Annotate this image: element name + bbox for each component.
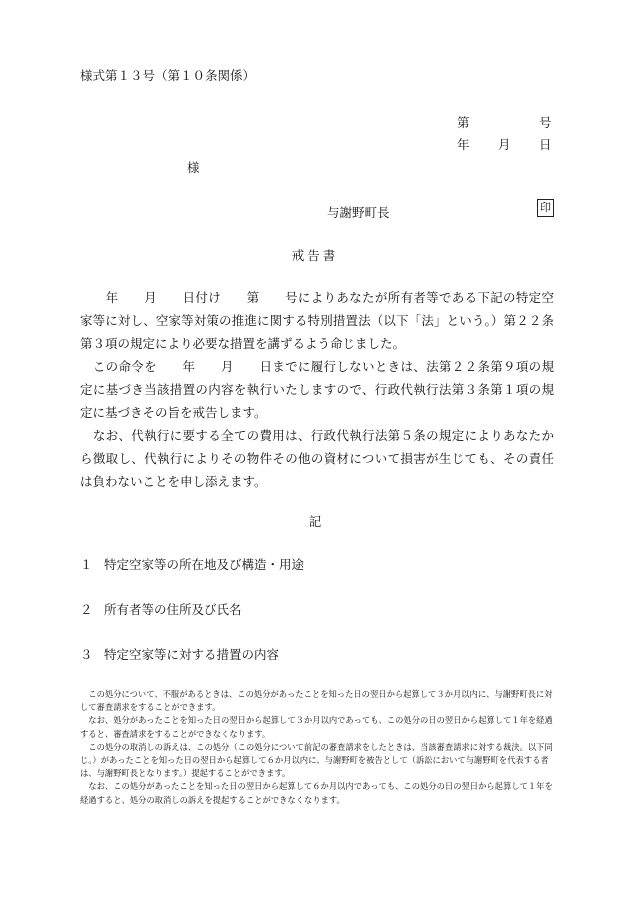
note-lawsuit-deadline: なお、この処分があったことを知った日の翌日から起算して６か月以内であっても、この処分の日の翌日から起算して１年を経過すると、処分の取消しの訴えを提起することができなくなります。 xyxy=(80,781,553,805)
form-number: 様式第１３号（第１０条関係） xyxy=(80,68,256,83)
seal-stamp: 印 xyxy=(537,199,554,217)
item-2 xyxy=(80,600,242,618)
recipient-suffix: 様 xyxy=(187,160,200,175)
issuer-name: 与謝野町長 xyxy=(327,205,390,220)
paragraph-costs: なお、代執行に要する全ての費用は、行政代執行法第５条の規定によりあなたから徴取し、代執行によりその物件その他の資材について損害が生じても、その責任は負わないことを申し添えます。 xyxy=(80,428,554,489)
item-number: ３ xyxy=(80,647,93,662)
appeal-notes xyxy=(80,688,554,807)
item-text: 特定空家等の所在地及び構造・用途 xyxy=(104,557,305,572)
date-month: 月 xyxy=(498,137,511,152)
note-review-request: この処分について、不服があるときは、この処分があったことを知った日の翌日から起算して３か月以内に、与謝野町長に対して審査請求をすることができます。 xyxy=(80,689,553,713)
item-3 xyxy=(80,645,279,663)
ki-heading: 記 xyxy=(308,514,322,529)
date-year: 年 xyxy=(457,137,470,152)
note-lawsuit: この処分の取消しの訴えは、この処分（この処分について前記の審査請求をしたときは、当該審査請求に対する裁決。以下同じ。）があったことを知った日の翌日から起算して６か月以内に、与謝野町を被告として（訴訟において与謝野町を代表する者は、与謝野町長となります。）提起することができます。 xyxy=(80,741,553,779)
item-number: １ xyxy=(80,557,93,572)
doc-number-prefix: 第 xyxy=(457,115,470,130)
date-day: 日 xyxy=(539,137,552,152)
note-review-deadline: なお、処分があったことを知った日の翌日から起算して３か月以内であっても、この処分の日の翌日から起算して１年を経過すると、審査請求をすることができなくなります。 xyxy=(80,715,553,739)
item-text: 特定空家等に対する措置の内容 xyxy=(104,647,280,662)
item-number: ２ xyxy=(80,602,93,617)
body-text xyxy=(80,286,554,493)
doc-number-suffix: 号 xyxy=(539,115,552,130)
document-title: 戒告書 xyxy=(291,248,339,263)
item-text: 所有者等の住所及び氏名 xyxy=(104,602,242,617)
paragraph-deadline: この命令を 年 月 日までに履行しないときは、法第２２条第９項の規定に基づき当該措置の内容を執行いたしますので、行政代執行法第３条第１項の規定に基づきその旨を戒告します。 xyxy=(80,359,554,420)
paragraph-order: 年 月 日付け 第 号によりあなたが所有者等である下記の特定空家等に対し、空家等対策の推進に関する特別措置法（以下「法」という。）第２２条第３項の規定により必要な措置を講ずるよう命じました。 xyxy=(80,290,554,351)
item-1 xyxy=(80,555,304,573)
